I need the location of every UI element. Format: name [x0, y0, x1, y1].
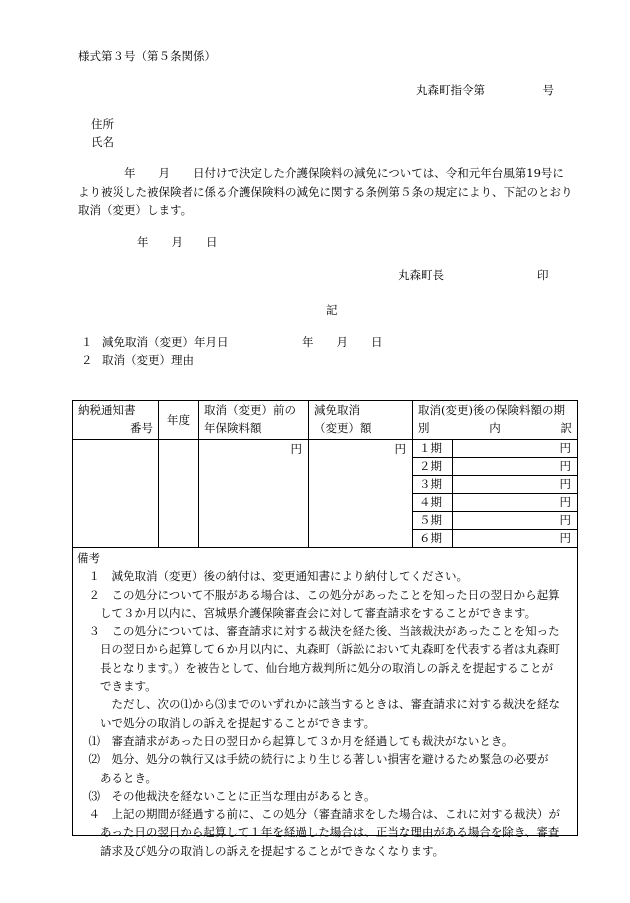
- remarks-line: あるとき。: [77, 770, 158, 785]
- header-amount-before: 取消（変更）前の 年保険料額: [199, 401, 309, 440]
- period-row: ６期 円: [413, 530, 577, 547]
- period-row: ４期 円: [413, 494, 577, 512]
- name-label: 氏名: [91, 135, 114, 149]
- body-paragraph: [78, 164, 573, 220]
- remarks-line: ⑴ 審査請求があった日の翌日から起算して３か月を経過しても裁決がないとき。: [77, 733, 514, 748]
- header-breakdown: 取消(変更)後の保険料額の期 別 内 訳: [413, 401, 578, 440]
- period-row: ５期 円: [413, 512, 577, 530]
- remarks-line: ただし、次の⑴から⑶までのいずれかに該当するときは、審査請求に対する裁決を経な: [77, 697, 560, 712]
- date-line: 年 月 日: [137, 235, 218, 249]
- period-row: １期 円: [413, 440, 577, 458]
- item-1-value: 年 月 日: [302, 335, 383, 349]
- ki-label: 記: [326, 303, 338, 317]
- item-1-number: １: [81, 335, 93, 349]
- period-row: ２期 円: [413, 458, 577, 476]
- remarks-line: １ 減免取消（変更）後の納付は、変更通知書により納付してください。: [77, 569, 468, 584]
- remarks-line: ３ この処分については、審査請求に対する裁決を経た後、当該裁決があったことを知った: [77, 624, 560, 639]
- period-row: ３期 円: [413, 476, 577, 494]
- remarks-line: 日の翌日から起算して６か月以内に、丸森町（訴訟において丸森町を代表する者は丸森町: [77, 642, 560, 657]
- remarks-line: あった日の翌日から起算して１年を経過した場合は、正当な理由がある場合を除き、審査: [77, 825, 560, 840]
- remarks-title: 備考: [77, 551, 100, 565]
- address-label: 住所: [91, 117, 114, 131]
- remarks-line: できます。: [77, 679, 157, 694]
- remarks-line: 請求及び処分の取消しの訴えを提起することができなくなります。: [77, 843, 445, 858]
- form-number: 様式第３号（第５条関係）: [78, 49, 216, 63]
- mayor-label: 丸森町長: [398, 268, 444, 282]
- seal-label: 印: [537, 268, 549, 282]
- item-2-label: 取消（変更）理由: [102, 353, 194, 367]
- directive-number: 丸森町指令第 号: [416, 83, 554, 97]
- header-fiscal-year: 年度: [159, 401, 199, 440]
- fiscal-year-cell: [159, 440, 199, 548]
- body-line: より被災した被保険者に係る介護保険料の減免に関する条例第５条の規定により、下記のとおり: [78, 184, 573, 199]
- body-line: 取消（変更）します。: [78, 203, 193, 217]
- remarks-line: ⑶ その他裁決を経ないことに正当な理由があるとき。: [77, 788, 376, 803]
- remarks-line: して３か月以内に、宮城県介護保険審査会に対して審査請求をすることができます。: [77, 605, 537, 620]
- remarks-line: いで処分の取消しの訴えを提起することができます。: [77, 715, 376, 730]
- body-line: 年 月 日付けで決定した介護保険料の減免については、令和元年台風第19号に: [78, 166, 564, 180]
- notice-number-cell: [73, 440, 159, 548]
- premium-table: [72, 400, 578, 858]
- remarks-cell: [73, 548, 578, 858]
- remarks-line: ２ この処分について不服がある場合は、この処分があったことを知った日の翌日から起算: [77, 587, 560, 602]
- remarks-line: ４ 上記の期間が経過する前に、この処分（審査請求をした場合は、これに対する裁決）が: [77, 807, 560, 822]
- breakdown-cell: [413, 440, 578, 548]
- amount-before-cell: 円: [199, 440, 309, 548]
- item-2-number: ２: [81, 353, 93, 367]
- header-notice-number: 納税通知書 番号: [73, 401, 159, 440]
- item-1-label: 減免取消（変更）年月日: [102, 335, 229, 349]
- header-reduction-amount: 減免取消 （変更）額: [309, 401, 413, 440]
- remarks-line: 長となります。）を被告として、仙台地方裁判所に処分の取消しの訴えを提起することが: [77, 660, 554, 675]
- reduction-amount-cell: 円: [309, 440, 413, 548]
- remarks-line: ⑵ 処分、処分の執行又は手続の続行により生じる著しい損害を避けるため緊急の必要が: [77, 752, 549, 767]
